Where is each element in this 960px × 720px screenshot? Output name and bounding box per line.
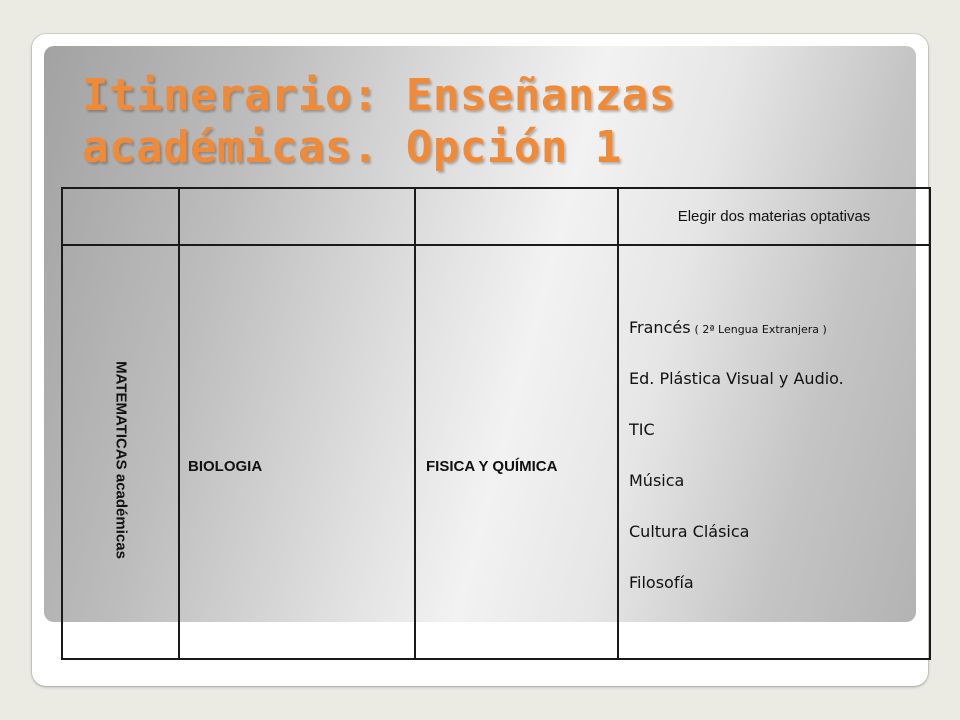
list-item	[629, 419, 929, 470]
header-cell-empty-1	[62, 188, 179, 245]
optativa-name: Cultura Clásica	[629, 522, 750, 542]
optativa-name: TIC	[629, 420, 655, 440]
fisica-quimica-label: FISICA Y QUÍMICA	[426, 458, 558, 476]
optativa-name: Francés	[629, 318, 691, 338]
subjects-table	[61, 187, 931, 660]
fisica-cell-container	[415, 245, 618, 659]
optativa-name: Música	[629, 471, 685, 491]
table-body-row	[62, 245, 930, 659]
optativas-header: Elegir dos materias optativas	[618, 188, 930, 245]
slide-title: Itinerario: Enseñanzas académicas. Opción 1	[82, 70, 676, 173]
header-cell-empty-2	[179, 188, 415, 245]
list-item	[629, 368, 929, 419]
optativas-list	[619, 281, 929, 623]
matematicas-cell	[62, 245, 179, 659]
optativa-name: Ed. Plástica Visual y Audio.	[629, 369, 844, 389]
biologia-cell-container	[179, 245, 415, 659]
table-header-row	[62, 188, 930, 245]
list-item	[629, 470, 929, 521]
biologia-label: BIOLOGIA	[188, 458, 263, 476]
optativas-cell	[618, 245, 930, 659]
header-cell-empty-3	[415, 188, 618, 245]
list-item	[629, 572, 929, 623]
list-item	[629, 521, 929, 572]
optativa-name: Filosofía	[629, 573, 694, 593]
list-item	[629, 317, 929, 368]
matematicas-label: MATEMATICAS académicas	[112, 361, 129, 560]
optativa-note: ( 2ª Lengua Extranjera )	[694, 323, 827, 337]
